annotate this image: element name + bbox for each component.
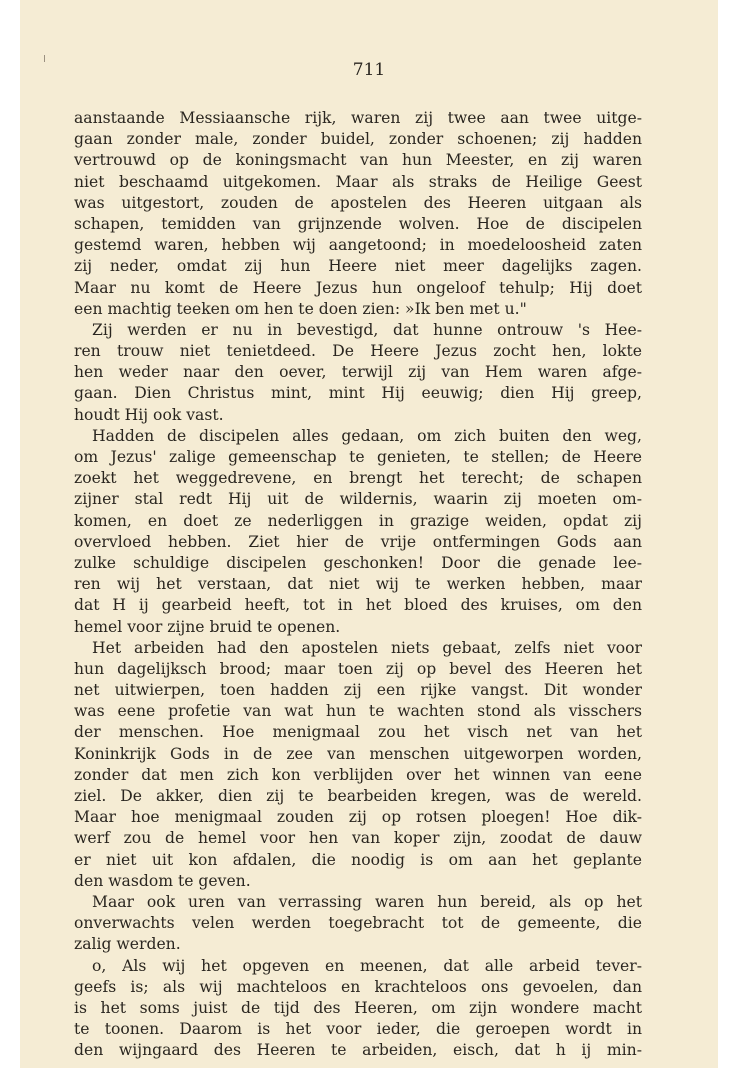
text-line: hen weder naar den oever, terwijl zij van Hem waren afge- [74, 363, 642, 382]
text-line: Het arbeiden had den apostelen niets gebaat, zelfs niet voor [92, 638, 642, 657]
text-line: werf zou de hemel voor hen van koper zijn, zoodat de dauw [74, 829, 642, 848]
text-line: zoekt het weggedrevene, en brengt het terecht; de schapen [74, 469, 642, 488]
text-line: o, Als wij het opgeven en meenen, dat alle arbeid tever- [92, 956, 642, 975]
text-line: is het soms juist de tijd des Heeren, om zijn wondere macht [74, 998, 642, 1017]
text-line: hemel voor zijne bruid te openen. [74, 617, 341, 636]
text-line: Maar ook uren van verrassing waren hun bereid, als op het [92, 892, 642, 911]
text-line: zulke schuldige discipelen geschonken! Door die genade lee- [74, 553, 642, 572]
text-line: aanstaande Messiaansche rijk, waren zij twee aan twee uitge- [74, 109, 642, 127]
text-line: komen, en doet ze nederliggen in grazige weiden, opdat zij [74, 511, 642, 530]
text-line: zonder dat men zich kon verblijden over het winnen van eene [74, 765, 642, 784]
text-line: Maar nu komt de Heere Jezus hun ongeloof tehulp; Hij doet [74, 278, 642, 297]
text-line: een machtig teeken om hen te doen zien: »Ik ben met u." [74, 299, 527, 318]
text-line: schapen, temidden van grijnzende wolven. Hoe de discipelen [74, 214, 642, 233]
text-line: dat H ij gearbeid heeft, tot in het bloed des kruises, om den [74, 596, 642, 615]
text-line: zalig werden. [74, 935, 181, 954]
text-line: net uitwierpen, toen hadden zij een rijke vangst. Dit wonder [74, 681, 642, 700]
page-number: 711 [352, 60, 386, 80]
text-line: Hadden de discipelen alles gedaan, om zich buiten den weg, [92, 426, 642, 445]
text-line: om Jezus' zalige gemeenschap te genieten, te stellen; de Heere [74, 448, 642, 466]
text-line: ziel. De akker, dien zij te bearbeiden kregen, was de wereld. [74, 787, 642, 805]
book-page [20, 0, 718, 1068]
text-line: geefs is; als wij machteloos en krachteloos ons gevoelen, dan [74, 977, 642, 996]
text-line: houdt Hij ook vast. [74, 405, 224, 424]
text-line: gestemd waren, hebben wij aangetoond; in moedeloosheid zaten [74, 236, 642, 255]
body-text [74, 108, 642, 1061]
text-line: zijner stal redt Hij uit de wildernis, waarin zij moeten om- [74, 490, 642, 509]
text-line: den wijngaard des Heeren te arbeiden, eisch, dat h ij min- [74, 1041, 642, 1060]
text-line: Maar hoe menigmaal zouden zij op rotsen ploegen! Hoe dik- [74, 808, 642, 827]
text-line: der menschen. Hoe menigmaal zou het visch net van het [74, 723, 642, 742]
text-line: was eene profetie van wat hun te wachten stond als visschers [74, 702, 642, 721]
text-line: niet beschaamd uitgekomen. Maar als straks de Heilige Geest [74, 172, 642, 191]
text-line: ren wij het verstaan, dat niet wij te werken hebben, maar [74, 575, 642, 594]
text-line: te toonen. Daarom is het voor ieder, die geroepen wordt in [74, 1020, 642, 1039]
text-line: ren trouw niet tenietdeed. De Heere Jezus zocht hen, lokte [74, 342, 642, 361]
text-line: Koninkrijk Gods in de zee van menschen uitgeworpen worden, [74, 744, 642, 763]
text-line: vertrouwd op de koningsmacht van hun Meester, en zij waren [74, 151, 642, 170]
text-line: gaan zonder male, zonder buidel, zonder schoenen; zij hadden [74, 130, 642, 149]
text-line: hun dagelijksch brood; maar toen zij op bevel des Heeren het [74, 659, 642, 678]
text-line: onverwachts velen werden toegebracht tot de gemeente, die [74, 914, 642, 933]
text-line: zij neder, omdat zij hun Heere niet meer dagelijks zagen. [74, 257, 642, 276]
text-line: gaan. Dien Christus mint, mint Hij eeuwig; dien Hij greep, [74, 384, 642, 403]
text-line: den wasdom te geven. [74, 871, 251, 890]
text-line: er niet uit kon afdalen, die noodig is om aan het geplante [74, 850, 642, 869]
text-line: overvloed hebben. Ziet hier de vrije ontfermingen Gods aan [74, 532, 642, 551]
text-line: was uitgestort, zouden de apostelen des Heeren uitgaan als [74, 193, 642, 212]
text-line: Zij werden er nu in bevestigd, dat hunne ontrouw 's Hee- [92, 320, 642, 339]
